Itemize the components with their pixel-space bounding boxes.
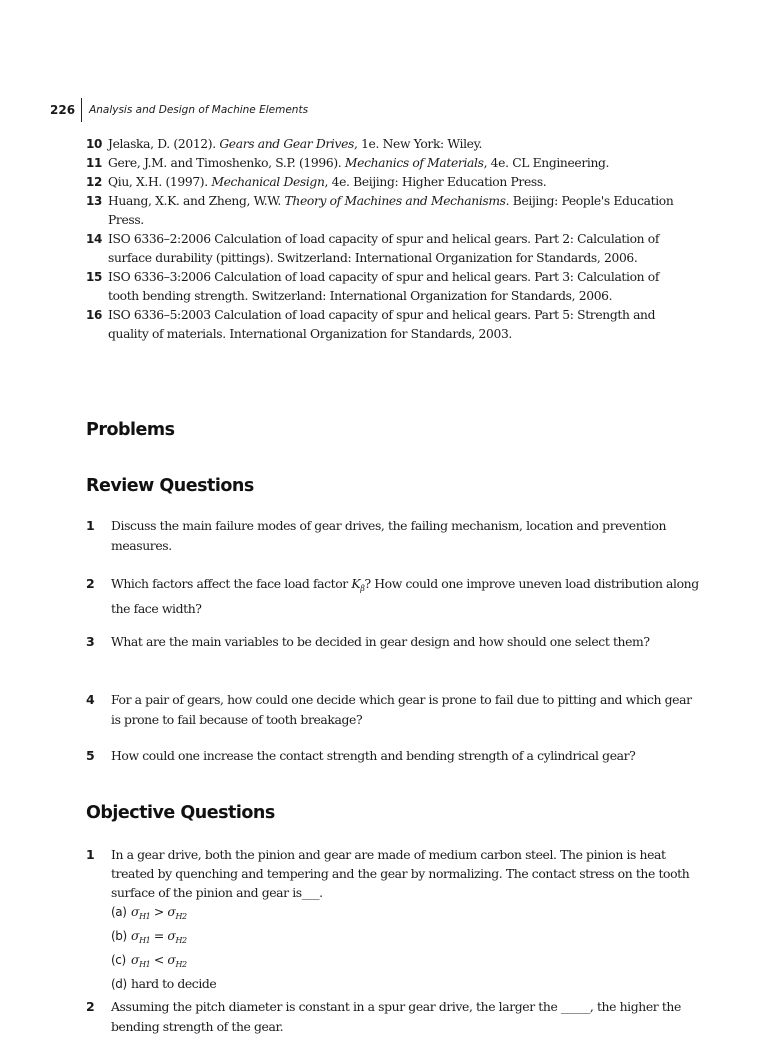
question-number: 2: [86, 999, 95, 1014]
reference-item: [86, 135, 686, 154]
reference-title: Mechanical Design: [211, 175, 325, 189]
option-label: (c): [111, 953, 126, 967]
reference-text: , 4e. Beijing: Higher Education Press.: [324, 175, 547, 189]
symbol-subscript: H2: [175, 936, 187, 945]
relation-operator: >: [153, 904, 164, 919]
reference-text: ISO 6336–3:2006 Calculation of load capacity of spur and helical gears. Part 3: Calculation of tooth bending strength. Switzerland: International Organization for Standards, 2006.: [108, 270, 660, 303]
symbol-subscript: H1: [139, 936, 151, 945]
reference-item: [86, 154, 686, 173]
question-text: Which factors affect the face load factor: [111, 576, 352, 591]
reference-text: Jelaska, D. (2012).: [108, 137, 220, 151]
reference-text: Qiu, X.H. (1997).: [108, 175, 212, 189]
question-text: In a gear drive, both the pinion and gear are made of medium carbon steel. The pinion is heat treated by quenching and tempering and the gear by normalizing. The contact stress on the tooth surface of the pinion and gear is___.: [111, 847, 690, 900]
objective-question: [86, 997, 701, 1037]
reference-number: 13: [86, 194, 102, 208]
reference-title: Theory of Machines and Mechanisms: [284, 194, 506, 208]
reference-text: . Beijing: People's Education Press.: [108, 194, 674, 227]
relation-operator: =: [153, 928, 164, 943]
sigma-symbol: σ: [167, 904, 176, 919]
reference-list: [86, 135, 686, 344]
book-title: Analysis and Design of Machine Elements: [89, 104, 309, 116]
reference-number: 10: [86, 137, 102, 151]
reference-text: , 1e. New York: Wiley.: [353, 137, 483, 151]
reference-number: 15: [86, 270, 102, 284]
reference-title: Mechanics of Materials: [344, 156, 484, 170]
reference-number: 11: [86, 156, 102, 170]
question-text: Assuming the pitch diameter is constant in a spur gear drive, the larger the _____, the higher the bending strength of the gear.: [111, 999, 681, 1034]
reference-item: [86, 173, 686, 192]
option-label: (b): [111, 929, 127, 943]
reference-text: , 4e. CL Engineering.: [483, 156, 610, 170]
review-question: [86, 746, 701, 766]
symbol-subscript: H2: [175, 960, 187, 969]
symbol-subscript: β: [360, 584, 365, 593]
running-header: [50, 98, 308, 122]
question-number: 5: [86, 748, 95, 763]
answer-option: [111, 974, 701, 994]
sigma-symbol: σ: [131, 904, 140, 919]
reference-text: ISO 6336–5:2003 Calculation of load capacity of spur and helical gears. Part 5: Strength and quality of materials. International Organization for Standards, 2003.: [108, 308, 656, 341]
reference-title: Gears and Gear Drives: [219, 137, 354, 151]
problems-heading: Problems: [86, 420, 175, 440]
option-label: (a): [111, 905, 127, 919]
reference-text: Gere, J.M. and Timoshenko, S.P. (1996).: [108, 156, 345, 170]
sigma-symbol: σ: [131, 952, 140, 967]
sigma-symbol: σ: [131, 928, 140, 943]
face-load-factor-symbol: K: [351, 576, 361, 591]
question-number: 2: [86, 576, 95, 591]
review-question: [86, 632, 701, 652]
review-question: [86, 516, 701, 556]
question-number: 3: [86, 634, 95, 649]
answer-option: [111, 902, 701, 926]
reference-number: 14: [86, 232, 102, 246]
reference-item: [86, 230, 686, 268]
question-text: For a pair of gears, how could one decide which gear is prone to fail due to pitting and which gear is prone to fail because of tooth breakage?: [111, 692, 692, 727]
review-questions-heading: Review Questions: [86, 476, 254, 496]
sigma-symbol: σ: [167, 952, 176, 967]
reference-item: [86, 268, 686, 306]
relation-operator: <: [153, 952, 164, 967]
reference-text: Huang, X.K. and Zheng, W.W.: [108, 194, 285, 208]
question-number: 1: [86, 518, 95, 533]
question-number: 1: [86, 847, 95, 862]
reference-number: 16: [86, 308, 102, 322]
answer-option: [111, 950, 701, 974]
symbol-subscript: H1: [139, 912, 151, 921]
reference-number: 12: [86, 175, 102, 189]
question-text: What are the main variables to be decided in gear design and how should one select them?: [111, 634, 650, 649]
symbol-subscript: H1: [139, 960, 151, 969]
symbol-subscript: H2: [175, 912, 187, 921]
review-question: [86, 690, 701, 730]
reference-text: ISO 6336–2:2006 Calculation of load capacity of spur and helical gears. Part 2: Calculation of surface durability (pittings). Switzerland: International Organization for Standards, 2006.: [108, 232, 660, 265]
question-text: ? How could one improve uneven load distribution along the face width?: [111, 576, 699, 616]
answer-options: [111, 902, 701, 994]
question-text: How could one increase the contact strength and bending strength of a cylindrical gear?: [111, 748, 636, 763]
option-label: (d): [111, 977, 127, 991]
page-number: 226: [50, 103, 76, 117]
objective-questions-heading: Objective Questions: [86, 803, 275, 823]
answer-option: [111, 926, 701, 950]
question-number: 4: [86, 692, 95, 707]
objective-question: [86, 845, 701, 994]
question-text: Discuss the main failure modes of gear drives, the failing mechanism, location and prevention measures.: [111, 518, 667, 553]
option-text: hard to decide: [131, 976, 217, 991]
sigma-symbol: σ: [167, 928, 176, 943]
review-question: [86, 574, 701, 619]
reference-item: [86, 306, 686, 344]
reference-item: [86, 192, 686, 230]
